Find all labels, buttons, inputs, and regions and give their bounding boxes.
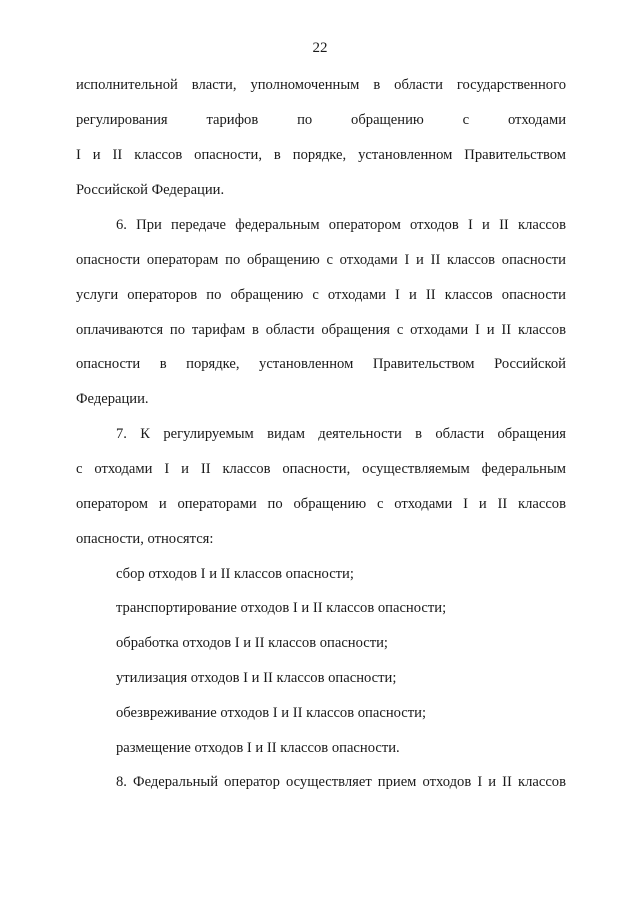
text-line: Федерации. [76,391,149,407]
list-item: размещение отходов I и II классов опасности. [116,740,400,756]
text-line: исполнительной власти, уполномоченным в области государственного [76,77,566,93]
list-item: обработка отходов I и II классов опасности; [116,635,388,651]
text-line: регулирования тарифов по обращению с отходами [76,112,566,128]
text-line: опасности в порядке, установленном Правительством Российской [76,356,566,372]
text-line: опасности операторам по обращению с отходами I и II классов опасности [76,252,566,268]
text-line: Российской Федерации. [76,182,225,198]
text-line: оплачиваются по тарифам в области обращения с отходами I и II классов [76,322,566,338]
list-item: обезвреживание отходов I и II классов опасности; [116,705,427,721]
text-line: опасности, относятся: [76,531,214,547]
paragraph-8-first-line: 8. Федеральный оператор осуществляет прием отходов I и II классов [116,774,566,790]
paragraph-7-first-line: 7. К регулируемым видам деятельности в области обращения [116,426,566,442]
list-item: транспортирование отходов I и II классов опасности; [116,600,447,616]
list-item: сбор отходов I и II классов опасности; [116,566,354,582]
text-line: с отходами I и II классов опасности, осуществляемым федеральным [76,461,566,477]
list-item: утилизация отходов I и II классов опасности; [116,670,397,686]
page-number: 22 [312,40,328,56]
text-line: I и II классов опасности, в порядке, установленном Правительством [76,147,566,163]
text-line: услуги операторов по обращению с отходами I и II классов опасности [76,287,566,303]
paragraph-6-first-line: 6. При передаче федеральным оператором отходов I и II классов [116,217,566,233]
text-line: оператором и операторами по обращению с отходами I и II классов [76,496,566,512]
